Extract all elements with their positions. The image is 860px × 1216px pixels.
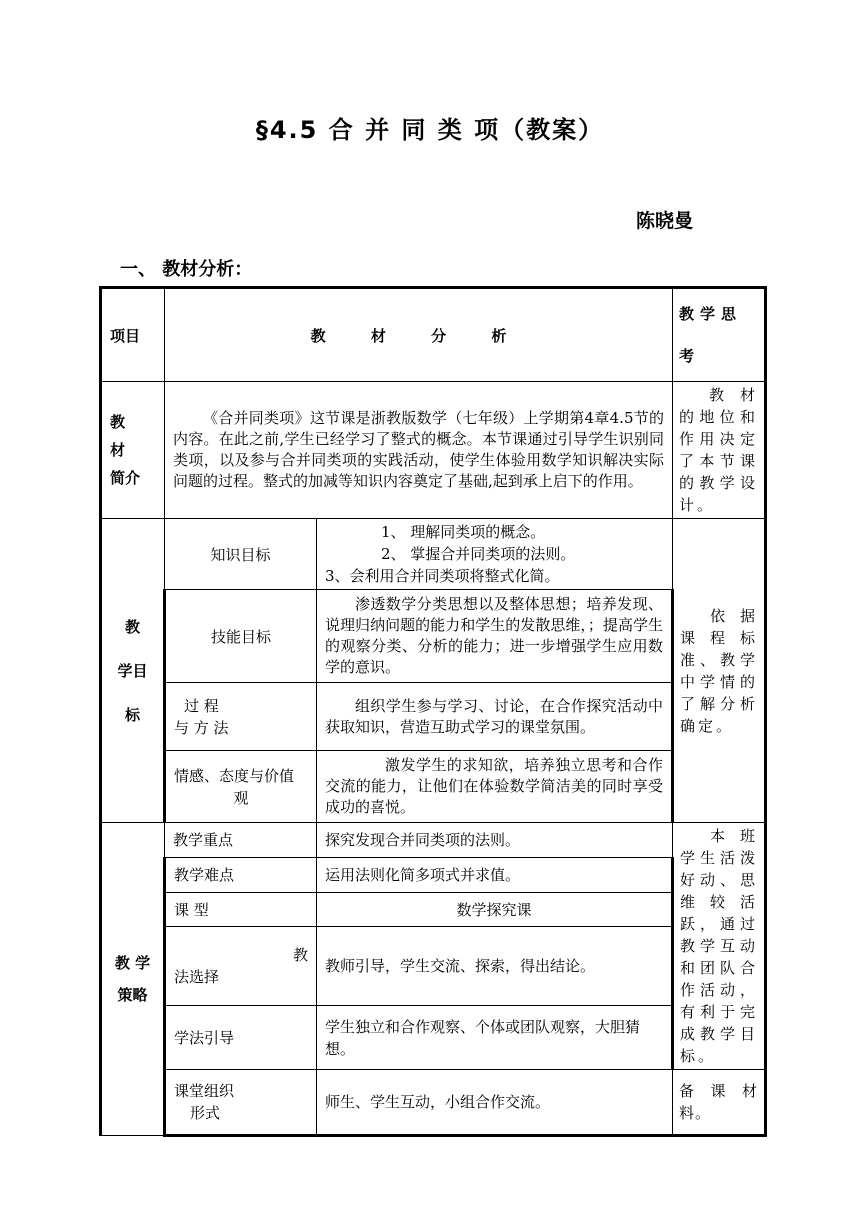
- emotion-label-line1: 情感、态度与价值: [174, 766, 295, 785]
- study-text: 学生独立和合作观察、个体或团队观察，大胆猜想。: [317, 1006, 673, 1070]
- intro-label-line1: 教: [110, 413, 126, 431]
- goals-label-line2: 学目: [117, 661, 148, 680]
- table-header-row: [101, 288, 766, 382]
- strategy-study-row: [101, 1006, 766, 1070]
- method-label: [165, 927, 317, 1006]
- strategy-note: 本班学生活泼好动、思维较活跃，通过教学互动和团队合作活动，有利于完成教学目标。: [673, 823, 766, 1070]
- strategy-method-row: [101, 927, 766, 1006]
- key-label: 教学重点: [165, 823, 317, 858]
- strategy-key-row: [101, 823, 766, 858]
- type-label: 课 型: [165, 893, 317, 927]
- knowledge-item-3: 3、会利用合并同类项将整式化简。: [325, 567, 560, 585]
- goals-label-line3: 标: [124, 705, 140, 724]
- org-label: [165, 1070, 317, 1136]
- goals-note: 依据课程标准、教学中学情的了解分析确定。: [673, 519, 766, 823]
- intro-label: [101, 382, 165, 519]
- org-text: 师生、学生互动，小组合作交流。: [317, 1070, 673, 1136]
- study-label: 学法引导: [165, 1006, 317, 1070]
- intro-row: [101, 382, 766, 519]
- goals-label: [101, 519, 165, 823]
- header-reflection: [673, 288, 766, 382]
- difficulty-text: 运用法则化简多项式并求值。: [317, 858, 673, 893]
- emotion-label-line2: 观: [233, 788, 249, 807]
- goal-emotion-row: [101, 751, 766, 823]
- intro-label-line3: 简介: [110, 469, 141, 487]
- type-text: 数学探究课: [317, 893, 673, 927]
- intro-note: 教材的地位和作用决定了本节课的教学设计。: [673, 382, 766, 519]
- method-label-line1: 教: [292, 946, 308, 965]
- skill-text: 渗透数学分类思想以及整体思想；培养发现、说理归纳问题的能力和学生的发散思维，；提高学生的观察分类、分析的能力；进一步增强学生应用数学的意识。: [317, 590, 673, 683]
- author-name: 陈晓曼: [636, 210, 694, 232]
- emotion-label: [165, 751, 317, 823]
- process-label-line2: 与 方 法: [174, 718, 229, 737]
- header-analysis: 教 材 分 析: [165, 288, 673, 382]
- materials-note: 备课材料。: [673, 1070, 766, 1136]
- org-label-line1: 课堂组织: [174, 1082, 235, 1100]
- knowledge-content: [317, 519, 673, 590]
- difficulty-label: 教学难点: [165, 858, 317, 893]
- intro-text: 《合并同类项》这节课是浙教版数学（七年级）上学期第4章4.5节的内容。在此之前,学生已经学习了整式的概念。本节课通过引导学生识别同类项，以及参与合并同类项的实践活动，使学生体验用数学知识解决实际问题的过程。整式的加减等知识内容奠定了基础,起到承上启下的作用。: [165, 382, 673, 519]
- strategy-label-line1: 教 学: [114, 954, 151, 972]
- goal-skill-row: [101, 590, 766, 683]
- header-reflection-line2: 考: [679, 347, 701, 365]
- process-text: 组织学生参与学习、讨论，在合作探究活动中获取知识，营造互助式学习的课堂氛围。: [317, 683, 673, 751]
- key-text: 探究发现合并同类项的法则。: [317, 823, 673, 858]
- intro-label-line2: 材: [110, 441, 126, 459]
- knowledge-item-2: 2、 掌握合并同类项的法则。: [381, 545, 576, 563]
- goal-process-row: [101, 683, 766, 751]
- lesson-plan-table: [99, 286, 767, 1137]
- knowledge-item-1: 1、 理解同类项的概念。: [381, 523, 546, 541]
- strategy-org-row: [101, 1070, 766, 1136]
- skill-label: 技能目标: [165, 590, 317, 683]
- strategy-type-row: [101, 893, 766, 927]
- org-label-line2: 形式: [190, 1104, 221, 1122]
- process-label: [165, 683, 317, 751]
- goals-label-line1: 教: [124, 617, 140, 636]
- emotion-text: 激发学生的求知欲，培养独立思考和合作交流的能力，让他们在体验数学简洁美的同时享受成功的喜悦。: [317, 751, 673, 823]
- header-item: 项目: [101, 288, 165, 382]
- section-heading: 一、 教材分析：: [120, 259, 253, 280]
- strategy-difficulty-row: [101, 858, 766, 893]
- knowledge-label: 知识目标: [165, 519, 317, 590]
- strategy-label-line2: 策略: [117, 986, 148, 1004]
- strategy-label: [101, 823, 165, 1136]
- document-title: §4.5 合 并 同 类 项（教案）: [255, 116, 605, 144]
- goal-knowledge-row: [101, 519, 766, 590]
- method-text: 教师引导，学生交流、探索，得出结论。: [317, 927, 673, 1006]
- method-label-line2: 法选择: [174, 968, 220, 987]
- process-label-line1: 过 程: [184, 696, 219, 715]
- header-reflection-line1: 教学思: [679, 305, 743, 323]
